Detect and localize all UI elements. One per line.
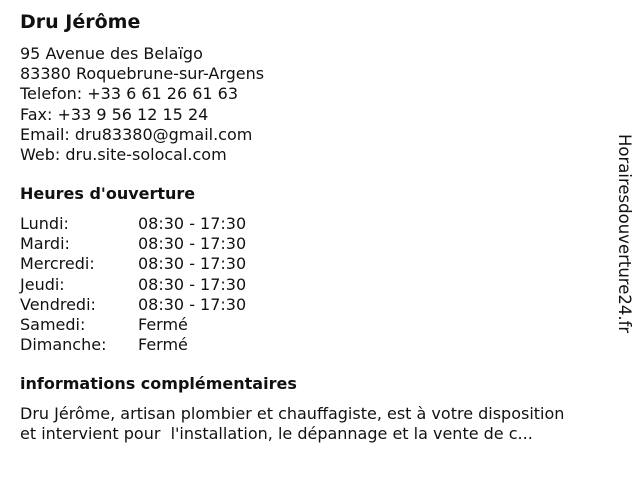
business-name: Dru Jérôme <box>20 11 141 33</box>
hours-time: 08:30 - 17:30 <box>138 214 247 233</box>
hours-time: Fermé <box>138 314 188 334</box>
watermark-text: Horairesdouverture24.fr <box>615 134 634 334</box>
address-street: 95 Avenue des Belaïgo <box>20 44 203 63</box>
hours-day: Vendredi: <box>20 294 96 314</box>
hours-time: 08:30 - 17:30 <box>138 254 247 274</box>
hours-day: Mercredi: <box>20 254 95 274</box>
hours-day: Lundi: <box>20 214 69 233</box>
hours-row <box>20 315 320 335</box>
watermark <box>612 134 636 374</box>
website: Web: dru.site-solocal.com <box>20 144 227 164</box>
info-description <box>20 404 620 444</box>
fax-number: Fax: +33 9 56 12 15 24 <box>20 104 209 124</box>
hours-row <box>20 214 320 234</box>
info-description-line: et intervient pour l'installation, le dépannage et la vente de c... <box>20 424 533 444</box>
contact-block <box>20 44 264 165</box>
hours-row <box>20 234 320 254</box>
hours-time: 08:30 - 17:30 <box>138 234 247 254</box>
hours-row <box>20 335 320 355</box>
hours-day: Jeudi: <box>20 274 65 294</box>
hours-table <box>20 214 320 355</box>
hours-day: Mardi: <box>20 234 70 254</box>
hours-time: 08:30 - 17:30 <box>138 294 247 314</box>
hours-time: 08:30 - 17:30 <box>138 274 247 294</box>
hours-time: Fermé <box>138 335 188 355</box>
info-heading: informations complémentaires <box>20 374 297 393</box>
hours-row <box>20 254 320 274</box>
hours-day: Dimanche: <box>20 335 107 355</box>
hours-day: Samedi: <box>20 314 86 334</box>
email-address: Email: dru83380@gmail.com <box>20 124 253 144</box>
hours-row <box>20 275 320 295</box>
hours-row <box>20 295 320 315</box>
hours-heading: Heures d'ouverture <box>20 184 196 203</box>
address-city: 83380 Roquebrune-sur-Argens <box>20 64 265 84</box>
phone-number: Telefon: +33 6 61 26 61 63 <box>20 84 239 104</box>
info-description-line: Dru Jérôme, artisan plombier et chauffagiste, est à votre disposition <box>20 404 565 423</box>
